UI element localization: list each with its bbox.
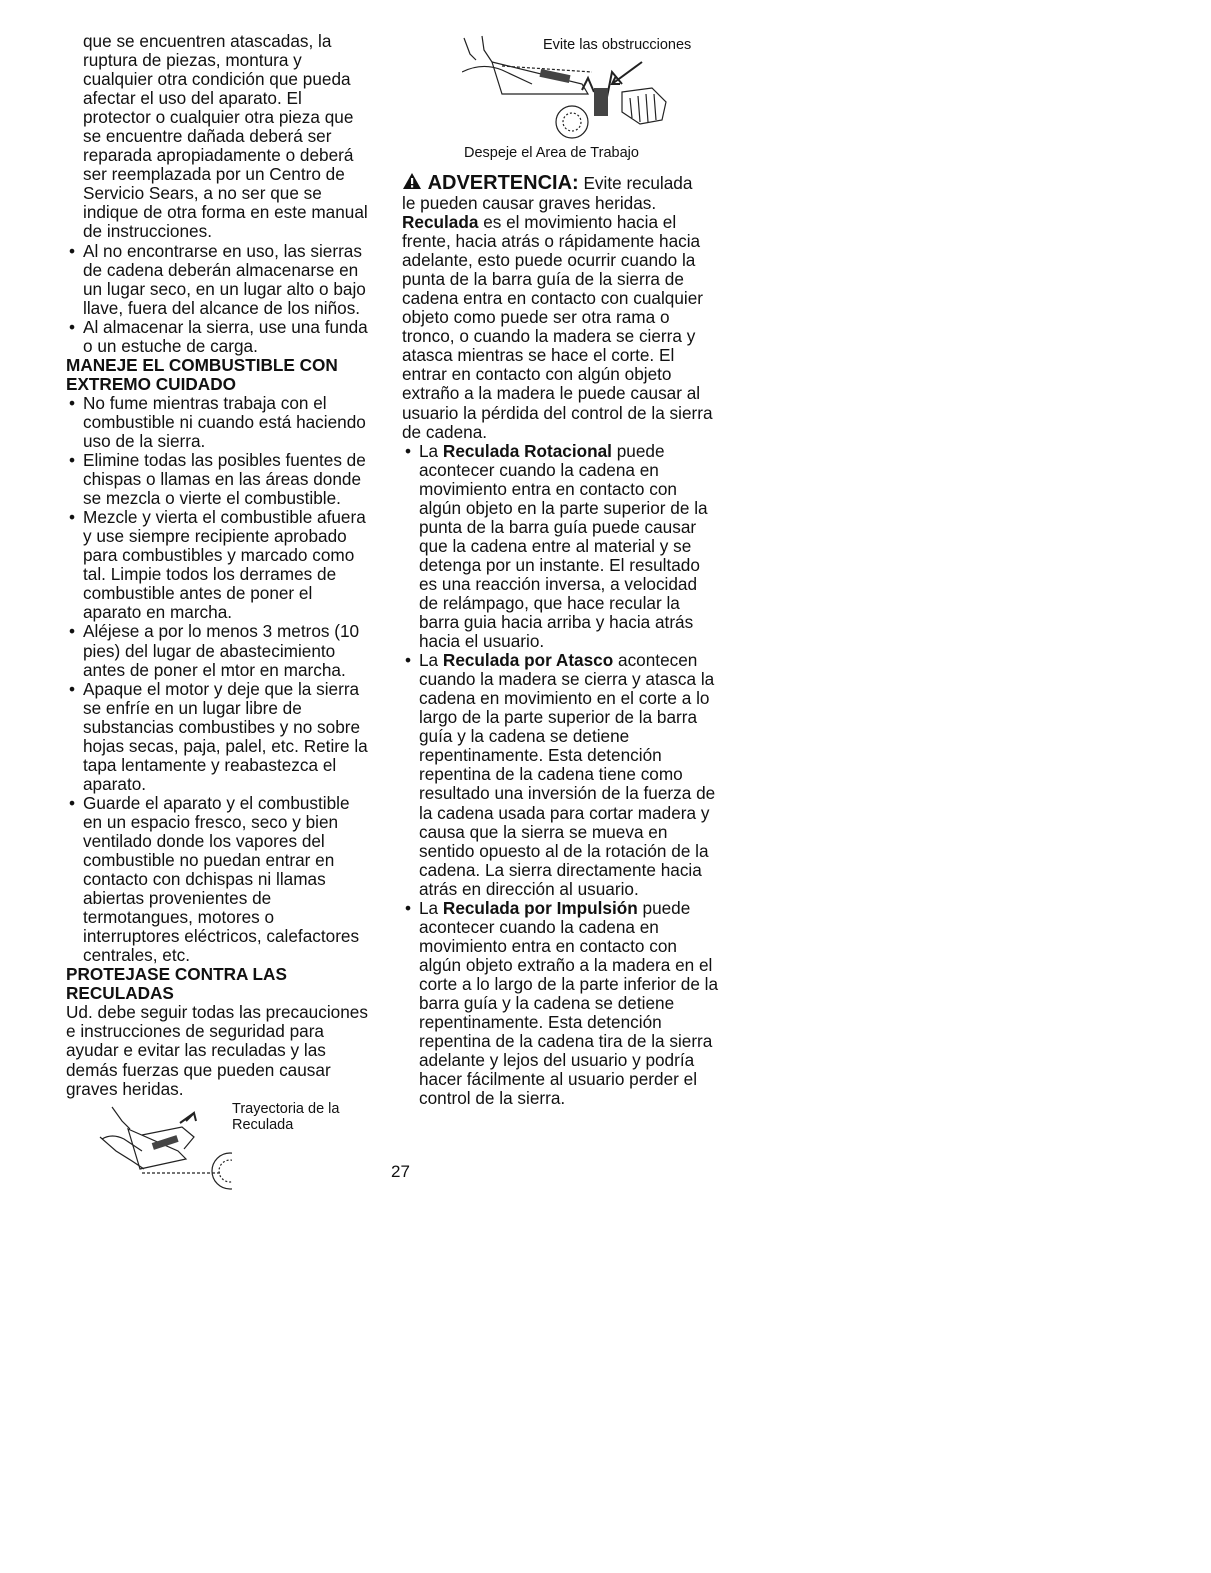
item-text: La xyxy=(419,650,443,671)
intro-paragraph: que se encuentren atascadas, la ruptura de piezas, montura y cualquier otra condición que pueda afectar el uso del aparato. El protector o cualquier otra pieza que se encuentre dañada deberá ser reparada apropiadamente o deberá ser reemplazada por un Centro de Servicio Sears, a no ser que se indique de otra forma en este manual de instrucciones. xyxy=(83,31,368,242)
kickback-figure xyxy=(66,1099,371,1191)
list-item: • Al almacenar la sierra, use una funda o un estuche de carga. xyxy=(66,318,371,356)
left-column xyxy=(66,32,371,1191)
list-item: • Mezcle y vierta el combustible afuera y use siempre recipiente aprobado para combustibles y marcado como tal. Limpie todos los derrames de combustible antes de poner el aparato en marcha. xyxy=(66,508,371,622)
right-column xyxy=(402,32,720,1108)
warning-triangle-icon xyxy=(402,172,428,194)
item-text: puede acontecer cuando la cadena en movimiento entra en contacto con algún objeto extraño a la madera en el corte a lo largo de la parte inferior de la barra guía y la cadena se detiene repentinamente. Esta detención repentina de la cadena tira de la sierra adelante y lejos del usuario y podría hacer fácilmente al usuario perder el control de la sierra. xyxy=(419,897,719,1109)
item-term: Reculada Rotacional xyxy=(442,440,612,461)
item-text: La xyxy=(419,440,443,461)
list-item: • Al no encontrarse en uso, las sierras de cadena deberán almacenarse en un lugar seco, en un lugar alto o bajo llave, fuera del alcance de los niños. xyxy=(66,242,371,318)
list-item: • Aléjese a por lo menos 3 metros (10 pies) del lugar de abastecimiento antes de poner el mtor en marcha. xyxy=(66,622,371,679)
work-area-figure-label: Evite las obstrucciones xyxy=(543,37,692,53)
work-area-figure-caption: Despeje el Area de Trabajo xyxy=(464,145,639,161)
warning-paragraph xyxy=(402,194,720,442)
warning-text: es el movimiento hacia el frente, hacia atrás o rápidamente hacia adelante, esto puede ocurrir cuando la punta de la barra guía de la sierra de cadena entra en contacto con cualquier objeto como puede ser otra rama o tronco, o cuando la madera se cierra y atasca mientras se hace el corte. El entrar en contacto con algún objeto extraño a la madera le puede causar al usuario la pérdida del control de la sierra de cadena. xyxy=(402,212,713,442)
item-term: Reculada por Impulsión xyxy=(442,897,638,918)
item-term: Reculada por Atasco xyxy=(442,650,614,671)
chainsaw-kickback-illustration xyxy=(82,1099,232,1191)
warning-subtitle: Evite reculada xyxy=(578,173,693,193)
list-item: • No fume mientras trabaja con el combustible ni cuando está haciendo uso de la sierra. xyxy=(66,394,371,451)
warning-term: Reculada xyxy=(402,212,479,233)
warning-heading xyxy=(402,172,720,194)
item-text: La xyxy=(419,897,443,918)
list-item xyxy=(402,651,720,899)
kickback-heading: PROTEJASE CONTRA LAS RECULADAS xyxy=(66,964,287,1004)
list-item xyxy=(402,899,720,1109)
fuel-heading: MANEJE EL COMBUSTIBLE CON EXTREMO CUIDADO xyxy=(66,354,338,394)
list-item: • Elimine todas las posibles fuentes de chispas o llamas en las áreas donde se mezcla o vierte el combustible. xyxy=(66,451,371,508)
item-text: puede acontecer cuando la cadena en movimiento entra en contacto con algún objeto en la parte superior de la punta de la barra guía puede causar que la cadena entre al material y se detenga por un instante. El resultado es una reacción inversa, a velocidad de relámpago, que hace recular la barra guia hacia arriba y hacia atrás hacia el usuario. xyxy=(419,440,708,652)
item-text: acontecen cuando la madera se cierra y atasca la cadena en movimiento en el corte a lo largo de la parte superior de la barra guía y la cadena se detiene repentinamente. Esta detención repentina de la cadena tiene como resultado una inversión de la fuerza de la cadena usada para cortar madera y causa que la sierra se mueva en sentido opuesto al de la rotación de la cadena. La sierra directamente hacia atrás en dirección al usuario. xyxy=(419,650,716,899)
list-item xyxy=(402,442,720,652)
fuel-list xyxy=(66,394,371,965)
kickback-paragraph: Ud. debe seguir todas las precauciones e instrucciones de seguridad para ayudar e evitar las reculadas y las demás fuerzas que pueden causar graves heridas. xyxy=(66,1002,368,1099)
list-item: • Apaque el motor y deje que la sierra se enfríe en un lugar libre de substancias combustibes y no sobre hojas secas, paja, palel, etc. Retire la tapa lentamente y reabastezca el aparato. xyxy=(66,680,371,794)
kickback-types-list xyxy=(402,442,720,1109)
storage-list xyxy=(66,242,371,356)
warning-word: ADVERTENCIA: xyxy=(427,172,579,194)
warning-text: le pueden causar graves heridas. xyxy=(402,193,657,213)
list-item: • Guarde el aparato y el combustible en un espacio fresco, seco y bien ventilado donde los vapores del combustible no puedan entrar en contacto con dchispas ni llamas abiertas provenientes de termotangues, motores o interruptores eléctricos, calefactores centrales, etc. xyxy=(66,794,371,965)
kickback-figure-caption: Trayectoria de la Reculada xyxy=(232,1100,340,1133)
work-area-figure xyxy=(402,32,720,161)
page-number: 27 xyxy=(391,1162,410,1181)
